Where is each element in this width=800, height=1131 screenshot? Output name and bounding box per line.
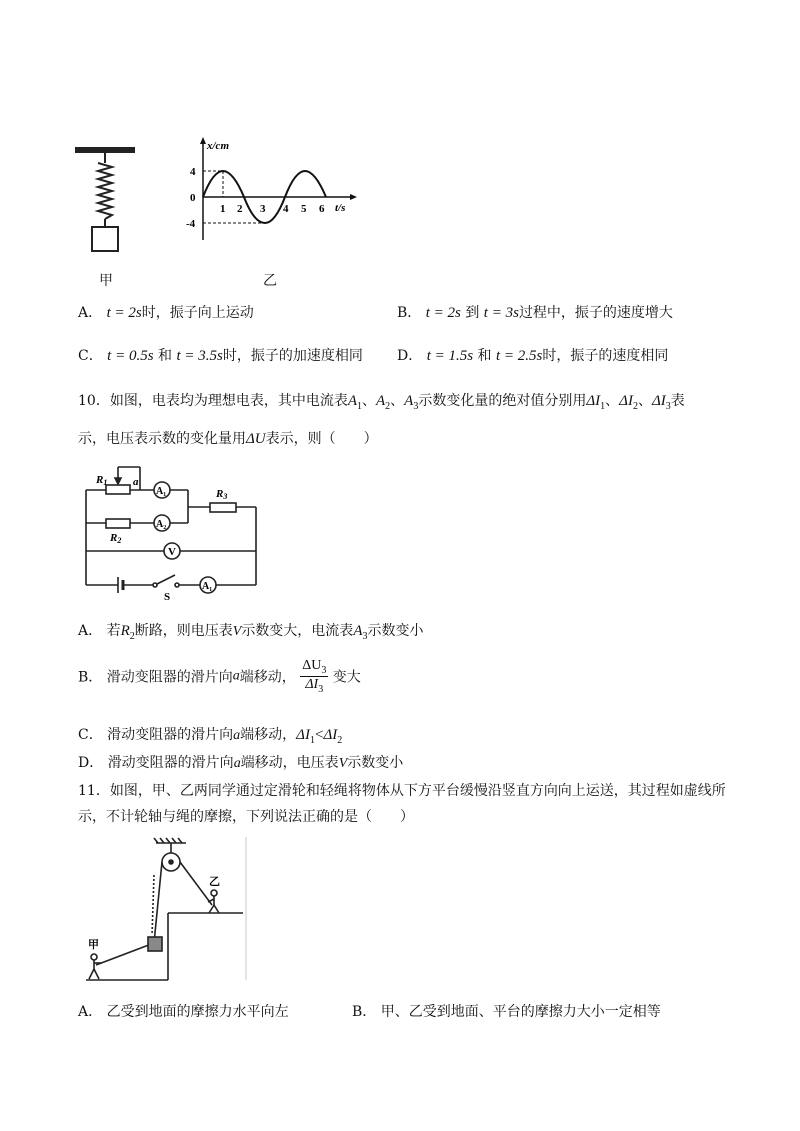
figure-yi-label: 乙 <box>263 272 277 288</box>
ammeter-a2: A₂ <box>156 519 167 530</box>
graph-origin: 0 <box>190 192 196 204</box>
ammeter-a1: A₁ <box>156 486 167 497</box>
pulley-diagram <box>78 835 253 985</box>
q9-option-a[interactable] <box>78 302 254 322</box>
stem-text: 表示，则（ ） <box>265 431 378 447</box>
math-term: a <box>232 668 240 684</box>
person-yi-label: 乙 <box>209 876 220 888</box>
option-text: 乙受到地面的摩擦力水平向左 <box>106 1004 289 1020</box>
ammeter-symbol: A <box>376 393 386 409</box>
q10-option-b[interactable] <box>78 658 361 695</box>
option-text: 和 <box>477 348 492 364</box>
q11-stem-line2: 示，不计轮轴与绳的摩擦，下列说法正确的是（ ） <box>78 809 414 825</box>
graph-xtick: 2 <box>237 203 243 215</box>
stem-text: 表 <box>670 393 685 409</box>
stem-text: 10．如图，电表均为理想电表，其中电流表 <box>78 393 348 409</box>
option-math: t = 3s <box>483 305 519 321</box>
q10-option-c[interactable] <box>78 724 342 746</box>
q9-option-c[interactable] <box>78 345 363 365</box>
ammeter-symbol: A <box>347 393 357 409</box>
option-math: t = 1.5s <box>426 348 474 364</box>
math-term: R <box>120 623 130 639</box>
math-term: ΔI <box>651 393 666 409</box>
math-term: ΔU <box>302 658 322 673</box>
option-letter: D． <box>78 755 104 771</box>
graph-xtick: 6 <box>319 203 325 215</box>
r1-label: R <box>96 474 104 486</box>
separator: 、 <box>637 393 652 409</box>
option-text: 断路，则电压表 <box>134 623 233 639</box>
option-math: t = 2.5s <box>495 348 543 364</box>
graph-xtick: 4 <box>283 203 289 215</box>
math-operator: < <box>314 727 324 743</box>
option-math: t = 3.5s <box>176 348 223 364</box>
q9-option-b[interactable] <box>397 302 673 322</box>
option-text: 过程中，振子的速度增大 <box>518 305 673 321</box>
math-term: a <box>233 756 241 771</box>
math-term: ΔI <box>305 676 319 692</box>
subscript: 3 <box>318 683 324 695</box>
person-jia-label: 甲 <box>88 939 99 951</box>
r2-label: R <box>110 532 118 544</box>
math-term: A <box>353 623 363 639</box>
option-text: 端移动，电压表 <box>240 755 339 771</box>
graph-xtick: 1 <box>220 203 226 215</box>
option-text: 示数变小 <box>367 623 424 639</box>
subscript: 1 <box>103 478 108 487</box>
option-text: 时，振子的速度相同 <box>542 348 669 364</box>
math-term: a <box>233 728 241 743</box>
oscillation-graph <box>185 135 365 245</box>
option-text: 滑动变阻器的滑片向 <box>107 727 234 743</box>
q10-option-a[interactable] <box>78 620 423 642</box>
subscript: 2 <box>632 400 638 412</box>
subscript: 1 <box>600 400 606 412</box>
svg-text:R1 <box>95 474 107 487</box>
point-a-label: a <box>133 476 139 488</box>
option-text: 时，振子向上运动 <box>141 305 254 321</box>
option-letter: B． <box>397 305 422 321</box>
subscript: 3 <box>362 630 368 642</box>
r3-label: R <box>216 488 224 500</box>
separator: 、 <box>362 393 376 409</box>
svg-text:R2 <box>109 532 121 545</box>
option-letter: C． <box>78 348 103 364</box>
subscript: 1 <box>309 734 315 746</box>
option-text: 端移动， <box>239 669 296 686</box>
option-letter: D． <box>397 348 423 364</box>
subscript: 3 <box>321 664 327 676</box>
q11-option-a[interactable] <box>78 1001 289 1021</box>
option-text: 和 <box>158 348 173 364</box>
graph-xtick: 3 <box>260 203 266 215</box>
subscript: 2 <box>385 400 391 412</box>
graph-x-label: t/s <box>335 202 346 214</box>
graph-xtick: 5 <box>301 203 307 215</box>
switch-label: S <box>164 591 171 603</box>
q9-option-d[interactable] <box>397 345 668 365</box>
voltmeter: V <box>168 546 176 558</box>
subscript: 3 <box>413 400 419 412</box>
q10-option-d[interactable] <box>78 752 403 772</box>
subscript: 1 <box>357 400 362 412</box>
fraction <box>300 658 328 695</box>
subscript: 2 <box>117 536 122 545</box>
subscript: 2 <box>129 630 135 642</box>
option-math: t = 2s <box>425 305 461 321</box>
math-term: ΔI <box>296 727 310 743</box>
stem-text: 示，电压表示数的变化量用 <box>78 431 246 447</box>
ammeter-a3: A₁ <box>202 581 213 592</box>
subscript: 3 <box>665 400 671 412</box>
ammeter-symbol: A <box>404 393 414 409</box>
option-text: 示数变小 <box>347 755 404 771</box>
separator: 、 <box>390 393 405 409</box>
q10-stem-line1 <box>78 390 685 412</box>
figure-jia-label: 甲 <box>99 272 113 288</box>
separator: 、 <box>605 393 620 409</box>
option-text: 时，振子的加速度相同 <box>222 348 363 364</box>
option-text: 变大 <box>332 669 361 686</box>
math-term: V <box>232 624 242 639</box>
spring-oscillator-figure <box>70 145 140 255</box>
option-text: 滑动变阻器的滑片向 <box>107 755 234 771</box>
stem-text: 示数变化量的绝对值分别用 <box>418 393 587 409</box>
math-term: V <box>338 756 348 771</box>
q11-stem-line1: 11．如图，甲、乙两同学通过定滑轮和轻绳将物体从下方平台缓慢沿竖直方向向上运送，其过程如虚线所 <box>78 783 726 799</box>
option-letter: C． <box>78 727 103 743</box>
option-letter: A． <box>78 623 103 639</box>
option-letter: A． <box>78 1004 103 1020</box>
math-term: ΔI <box>323 727 338 743</box>
svg-text:R3 <box>215 488 227 501</box>
graph-ytick: -4 <box>186 218 196 230</box>
option-text: 到 <box>465 305 480 321</box>
option-math: t = 0.5s <box>107 348 154 364</box>
q10-stem-line2 <box>78 428 378 448</box>
math-term: ΔI <box>586 393 601 409</box>
graph-y-label: x/cm <box>207 140 229 152</box>
option-letter: A． <box>78 305 103 321</box>
option-letter: B． <box>352 1004 377 1020</box>
option-math: t = 2s <box>106 305 142 321</box>
q11-option-b[interactable] <box>352 1001 661 1021</box>
option-text: 甲、乙受到地面、平台的摩擦力大小一定相等 <box>380 1004 661 1020</box>
option-text: 示数变大，电流表 <box>241 623 354 639</box>
subscript: 2 <box>337 734 343 746</box>
option-text: 若 <box>106 623 121 639</box>
graph-ytick: 4 <box>190 166 196 178</box>
subscript: 3 <box>223 492 228 501</box>
math-term: ΔI <box>619 393 633 409</box>
math-term: ΔU <box>246 431 266 447</box>
option-text: 端移动， <box>240 727 297 743</box>
option-text: 滑动变阻器的滑片向 <box>106 669 233 686</box>
circuit-diagram <box>78 455 273 605</box>
option-letter: B． <box>78 669 103 686</box>
